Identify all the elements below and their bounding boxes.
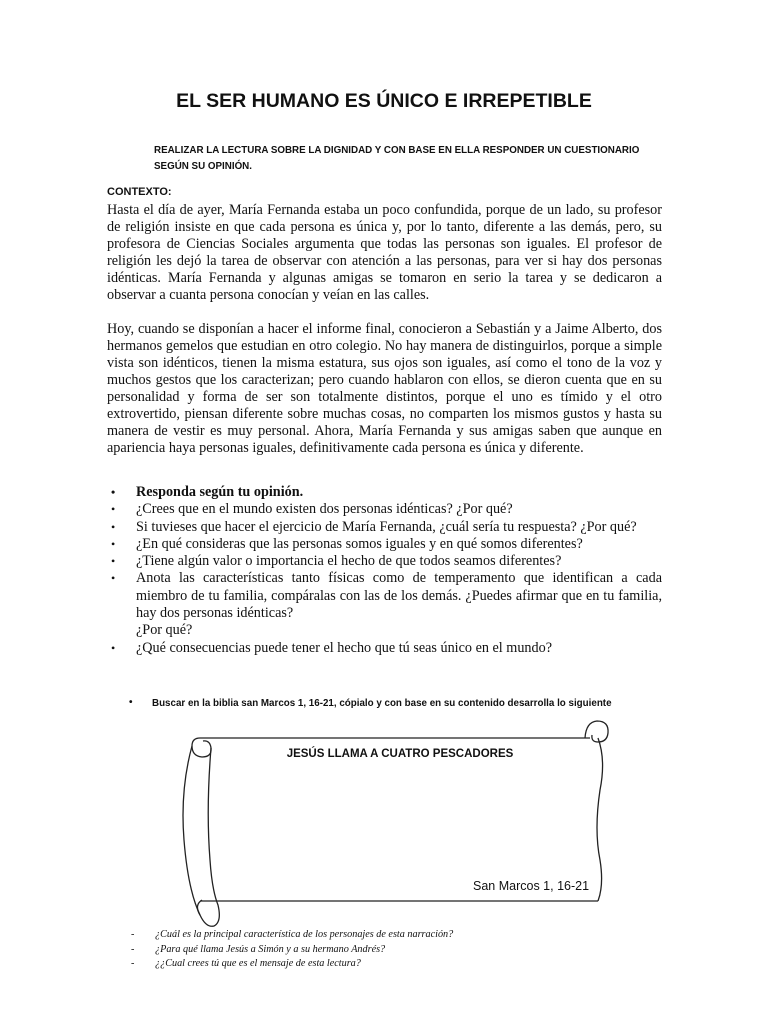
- final-question-text: ¿Cuál es la principal característica de los personajes de esta narración?: [155, 929, 454, 940]
- bullet-icon: •: [111, 571, 116, 586]
- instructions-text: REALIZAR LA LECTURA SOBRE LA DIGNIDAD Y CON BASE EN ELLA RESPONDER UN CUESTIONARIO SEGÚN SU OPINIÓN.: [154, 145, 640, 172]
- question-text-continuation: ¿Por qué?: [136, 622, 193, 639]
- list-item: [131, 943, 453, 958]
- context-paragraph-1: Hasta el día de ayer, María Fernanda estaba un poco confundida, porque de un lado, su profesor de religión insiste en que cada persona es única y, por lo tanto, diferente a las demás, pero, su profesora de Ciencias Sociales argumenta que todas las personas son iguales. El profesor de religión les dejó la tarea de observar con atención a las personas, para ver si hay dos personas idénticas. María Fernanda y algunas amigas se tomaron en serio la tarea y se dedicaron a observar a cuanta persona conocían y veían en las calles.: [107, 202, 662, 303]
- dash-icon: -: [131, 929, 135, 940]
- question-text: ¿Crees que en el mundo existen dos personas idénticas? ¿Por qué?: [136, 501, 513, 518]
- question-text: ¿En qué consideras que las personas somos iguales y en qué somos diferentes?: [136, 535, 583, 552]
- scroll-title: JESÚS LLAMA A CUATRO PESCADORES: [286, 748, 514, 760]
- scroll-reference: San Marcos 1, 16-21: [473, 879, 590, 893]
- question-text: Si tuvieses que hacer el ejercicio de María Fernanda, ¿cuál sería tu respuesta? ¿Por qué?: [136, 518, 637, 535]
- bullet-icon: •: [111, 640, 116, 655]
- final-question-text: ¿¿Cual crees tú que es el mensaje de esta lectura?: [155, 958, 361, 970]
- bullet-icon: •: [111, 502, 116, 517]
- question-text: ¿Qué consecuencias puede tener el hecho que tú seas único en el mundo?: [136, 639, 552, 656]
- page-title: EL SER HUMANO ES ÚNICO E IRREPETIBLE: [176, 90, 592, 112]
- question-text: Responda según tu opinión.: [136, 484, 304, 500]
- question-text: ¿Tiene algún valor o importancia el hecho de que todos seamos diferentes?: [136, 553, 562, 570]
- context-label: CONTEXTO:: [107, 186, 172, 198]
- bullet-icon: •: [111, 554, 116, 569]
- bullet-icon: •: [111, 485, 116, 499]
- dash-icon: -: [131, 958, 135, 970]
- list-item: [131, 957, 453, 972]
- final-question-text: ¿Para qué llama Jesús a Simón y a su hermano Andrés?: [155, 943, 386, 955]
- question-text: Anota las características tanto físicas como de temperamento que identifican a cada miembro de tu familia, compáralas con las de los demás. ¿Puedes afirmar que en tu familia, hay dos personas idénticas?: [136, 570, 662, 622]
- final-question-list: [131, 928, 453, 972]
- bullet-icon: •: [111, 519, 116, 534]
- biblia-instruction-text: Buscar en la biblia san Marcos 1, 16-21, cópialo y con base en su contenido desarrolla lo siguiente: [152, 698, 612, 709]
- bullet-icon: •: [129, 697, 133, 708]
- bullet-icon: •: [111, 536, 116, 551]
- context-paragraph-2: Hoy, cuando se disponían a hacer el informe final, conocieron a Sebastián y a Jaime Alberto, dos hermanos gemelos que estudian en otro colegio. No hay manera de distinguirlos, porque a simple vista son idénticos, tienen la misma estatura, sus ojos son iguales, así como el tono de la voz y muchos gestos que los caracterizan; pero cuando hablaron con ellos, se dieron cuenta que en su personalidad y forma de ser son totalmente distintos, porque el uno es tímido y el otro extrovertido, piensan diferente sobre muchas cosas, no comparten los mismos gustos y hasta su manera de vestir es muy personal. Ahora, María Fernanda y sus amigas saben que aunque en apariencia haya personas iguales, definitivamente cada persona es única y diferente.: [107, 321, 662, 456]
- dash-icon: -: [131, 943, 135, 955]
- list-item: [131, 928, 453, 943]
